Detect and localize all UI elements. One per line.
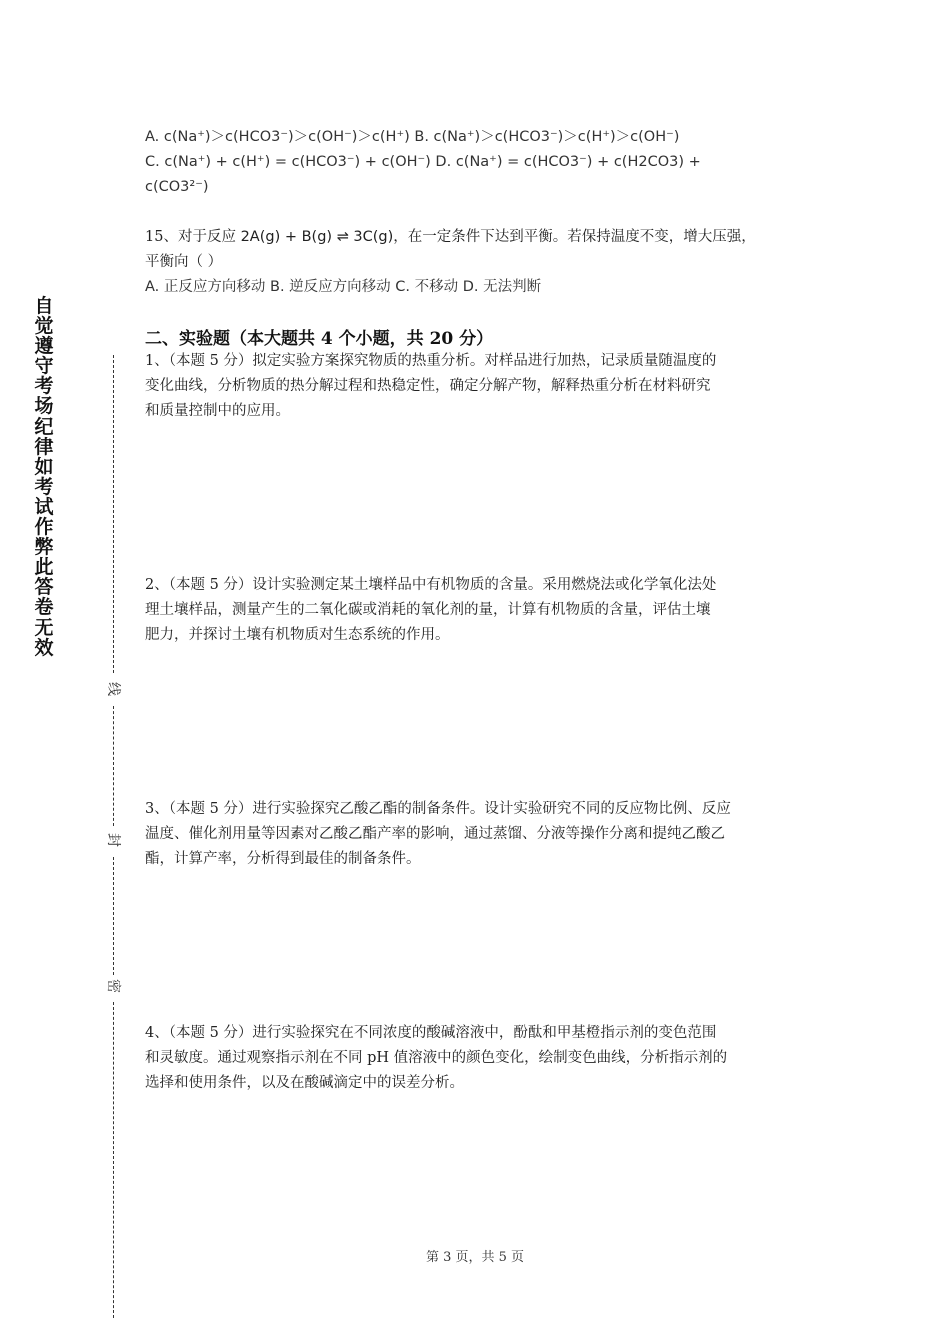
exp-q3-line: 酯，计算产率，分析得到最佳的制备条件。 [145,851,421,867]
binding-dash-line [113,706,114,826]
exp-q1-line: 变化曲线，分析物质的热分解过程和热稳定性，确定分解产物，解释热重分析在材料研究 [145,378,711,394]
exp-q3-line: 温度、催化剂用量等因素对乙酸乙酯产率的影响，通过蒸馏、分液等操作分离和提纯乙酸乙 [145,826,725,842]
q15-stem-suffix: ，在一定条件下达到平衡。若保持温度不变，增大压强， [393,229,756,245]
section-title: 二、实验题（本大题共 4 个小题，共 20 分） [145,329,494,349]
page-footer: 第 3 页，共 5 页 [425,1250,525,1265]
exam-warning-vertical: 自觉遵守考场纪律如考试作弊此答卷无效 [34,295,54,659]
binding-dash-line [113,1002,114,1318]
q15-options: A. 正反应方向移动 B. 逆反应方向移动 C. 不移动 D. 无法判断 [145,279,542,295]
q15-equation: 2A(g) + B(g) ⇌ 3C(g) [240,229,394,245]
exp-q2-line: 理土壤样品，测量产生的二氧化碳或消耗的氧化剂的量，计算有机物质的含量，评估土壤 [145,602,711,618]
q15-stem-line2: 平衡向（ ） [145,254,223,270]
binding-seal-char: 封 [105,833,121,847]
exp-q4-line: 和灵敏度。通过观察指示剂在不同 pH 值溶液中的颜色变化，绘制变色曲线，分析指示剂的 [145,1050,728,1066]
exp-q4-line: 选择和使用条件，以及在酸碱滴定中的误差分析。 [145,1075,464,1091]
q14-option-line: A. c(Na⁺)＞c(HCO3⁻)＞c(OH⁻)＞c(H⁺) B. c(Na⁺)＞c(HCO3⁻)＞c(H⁺)＞c(OH⁻) [145,129,680,145]
q14-option-line: C. c(Na⁺) + c(H⁺) = c(HCO3⁻) + c(OH⁻) D. c(Na⁺) = c(HCO3⁻) + c(H2CO3) + [145,154,701,170]
exp-q4-line: 4、（本题 5 分）进行实验探究在不同浓度的酸碱溶液中，酚酞和甲基橙指示剂的变色范围 [145,1025,717,1041]
q15-stem [145,227,756,247]
exp-q2-line: 2、（本题 5 分）设计实验测定某土壤样品中有机物质的含量。采用燃烧法或化学氧化法处 [145,577,717,593]
binding-dash-line [113,857,114,975]
q15-stem-prefix: 15、对于反应 [145,229,241,245]
exp-q1-line: 1、（本题 5 分）拟定实验方案探究物质的热重分析。对样品进行加热，记录质量随温度的 [145,353,717,369]
binding-dash-line [113,355,114,673]
q14-option-line: c(CO3²⁻) [145,179,209,195]
exp-q1-line: 和质量控制中的应用。 [145,403,290,419]
exp-q2-line: 肥力，并探讨土壤有机物质对生态系统的作用。 [145,627,450,643]
binding-line-char: 线 [105,682,121,696]
binding-secret-char: 密 [105,979,121,993]
exp-q3-line: 3、（本题 5 分）进行实验探究乙酸乙酯的制备条件。设计实验研究不同的反应物比例、反应 [145,801,731,817]
